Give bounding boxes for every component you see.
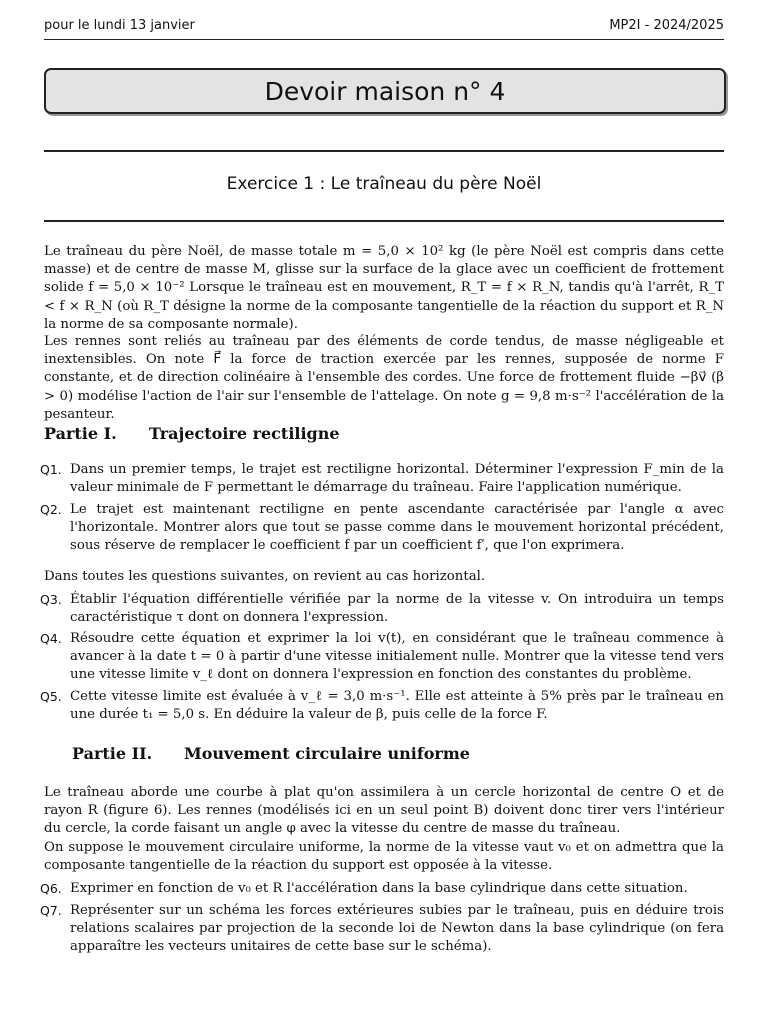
part2-paragraph-2: On suppose le mouvement circulaire uniforme, la norme de la vitesse vaut v₀ et on admettra que la composante tangentielle de la réaction du support est opposée à la vitesse.	[44, 840, 724, 874]
document-title: Devoir maison n° 4	[264, 76, 506, 106]
question-text: Établir l'équation différentielle vérifiée par la norme de la vitesse v. On introduira un temps caractéristique τ dont on donnera l'expression.	[70, 592, 724, 626]
question-label: Q7.	[40, 903, 62, 918]
section-heading-part2	[72, 744, 470, 763]
question-text: Résoudre cette équation et exprimer la loi v(t), en considérant que le traîneau commence à avancer à la date t = 0 à partir d'une vitesse initialement nulle. Montrer que la vitesse tend vers une vitesse limite v_ℓ dont on donnera l'expression en fonction des constantes du problème.	[70, 631, 724, 683]
page-header	[44, 18, 724, 38]
part2-paragraph-1: Le traîneau aborde une courbe à plat qu'on assimilera à un cercle horizontal de centre O et de rayon R (figure 6). Les rennes (modélisés ici en un seul point B) doivent donc tirer vers l'intérieur du cercle, la corde faisant un angle φ avec la vitesse du centre de masse du traîneau.	[44, 785, 724, 837]
question-q3	[40, 591, 724, 627]
part2-number: Partie II.	[72, 744, 153, 763]
question-q4	[40, 630, 724, 685]
question-label: Q2.	[40, 502, 62, 517]
question-text: Le trajet est maintenant rectiligne en pente ascendante caractérisée par l'angle α avec l'horizontale. Montrer alors que tout se passe comme dans le mouvement horizontal précédent, sous réserve de remplacer le coefficient f par un coefficient f′, que l'on exprimera.	[70, 502, 724, 554]
intro-paragraph-1: Le traîneau du père Noël, de masse totale m = 5,0 × 10² kg (le père Noël est compris dans cette masse) et de centre de masse M, glisse sur la surface de la glace avec un coefficient de frottement solide f = 5,0 × 10⁻² Lorsque le traîneau est en mouvement, R_T = f × R_N, tandis qu'à l'arrêt, R_T < f × R_N (où R_T désigne la norme de la composante tangentielle de la réaction du support et R_N la norme de sa composante normale).	[44, 244, 724, 332]
question-q2	[40, 501, 724, 556]
header-divider	[44, 39, 724, 40]
question-label: Q1.	[40, 462, 62, 477]
document-title-box	[44, 68, 726, 114]
part2-title: Mouvement circulaire uniforme	[184, 744, 470, 763]
exercise-rule-bottom	[44, 220, 724, 222]
question-text: Représenter sur un schéma les forces extérieures subies par le traîneau, puis en déduire trois relations scalaires par projection de la seconde loi de Newton dans la base cylindrique (on fera apparaître les vecteurs unitaires de cette base sur le schéma).	[70, 903, 724, 955]
transition-text: Dans toutes les questions suivantes, on revient au cas horizontal.	[44, 569, 486, 584]
question-text: Exprimer en fonction de v₀ et R l'accélération dans la base cylindrique dans cette situation.	[70, 881, 688, 896]
intro-paragraph-2: Les rennes sont reliés au traîneau par des éléments de corde tendus, de masse négligeable et inextensibles. On note F⃗ la force de traction exercée par les rennes, supposée de norme F constante, et de direction colinéaire à l'ensemble des cordes. Une force de frottement fluide −βv⃗ (β > 0) modélise l'action de l'air sur l'ensemble de l'attelage. On note g = 9,8 m·s⁻² l'accélération de la pesanteur.	[44, 334, 724, 422]
part1-title: Trajectoire rectiligne	[149, 424, 340, 443]
question-q5	[40, 688, 724, 724]
question-q1	[40, 461, 724, 497]
header-date: pour le lundi 13 janvier	[44, 18, 195, 33]
question-q6	[40, 880, 724, 898]
question-label: Q5.	[40, 689, 62, 704]
question-q7	[40, 902, 724, 957]
exercise-rule-top	[44, 150, 724, 152]
question-label: Q3.	[40, 592, 62, 607]
header-class: MP2I - 2024/2025	[609, 18, 724, 33]
part1-number: Partie I.	[44, 424, 117, 443]
question-text: Dans un premier temps, le trajet est rectiligne horizontal. Déterminer l'expression F_min de la valeur minimale de F permettant le démarrage du traîneau. Faire l'application numérique.	[70, 462, 724, 496]
section-heading-part1	[44, 424, 340, 443]
question-label: Q6.	[40, 881, 62, 896]
question-text: Cette vitesse limite est évaluée à v_ℓ = 3,0 m·s⁻¹. Elle est atteinte à 5% près par le traîneau en une durée t₁ = 5,0 s. En déduire la valeur de β, puis celle de la force F.	[70, 689, 724, 723]
question-label: Q4.	[40, 631, 62, 646]
exercise-title: Exercice 1 : Le traîneau du père Noël	[226, 174, 542, 194]
